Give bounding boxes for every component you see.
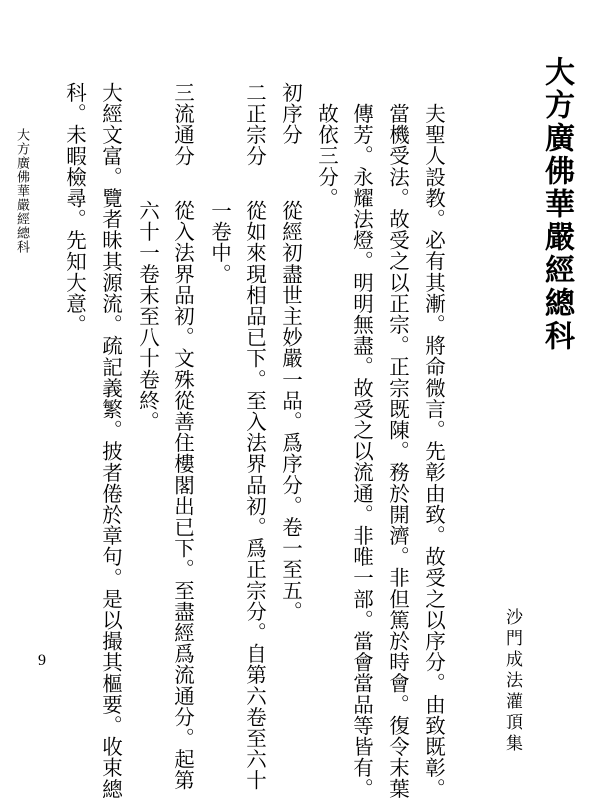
text-line: 從如來現相品已下。至入法界品初。爲正宗分。自第六卷至六十 — [242, 200, 267, 791]
text-line: 一卷中。 — [207, 200, 232, 285]
page-number: 9 — [38, 652, 46, 669]
text-line: 六十一卷末至八十卷終。 — [135, 200, 160, 433]
text-line: 科。未暇檢尋。先知大意。 — [62, 82, 87, 336]
section-heading: 三流通分 — [170, 82, 195, 167]
text-line: 當機受法。故受之以正宗。正宗既陳。務於開濟。非但篤於時會。復令末葉 — [385, 103, 410, 800]
section-heading: 二正宗分 — [242, 82, 267, 167]
margin-title: 大方廣佛華嚴經總科 — [14, 128, 29, 254]
compiler-attribution: 沙門成法灌頂集 — [502, 608, 522, 755]
text-line: 從入法界品初。文殊從善住樓閣出已下。至盡經爲流通分。起第 — [170, 200, 195, 791]
text-line: 故依三分。 — [314, 103, 339, 209]
text-line: 大經文富。覽者昧其源流。疏記義繁。披者倦於章句。是以撮其樞要。收束總 — [98, 82, 123, 800]
document-title: 大方廣佛華嚴經總科 — [539, 56, 574, 353]
text-line: 從經初盡世主妙嚴一品。爲序分。卷一至五。 — [278, 200, 303, 622]
section-heading: 初序分 — [278, 82, 303, 146]
text-line: 傳芳。永耀法燈。明明無盡。故受之以流通。非唯一部。當會當品等皆有。 — [349, 103, 374, 800]
text-line: 夫聖人設教。必有其漸。將命微言。先彰由致。故受之以序分。由致既彰。 — [421, 103, 446, 800]
